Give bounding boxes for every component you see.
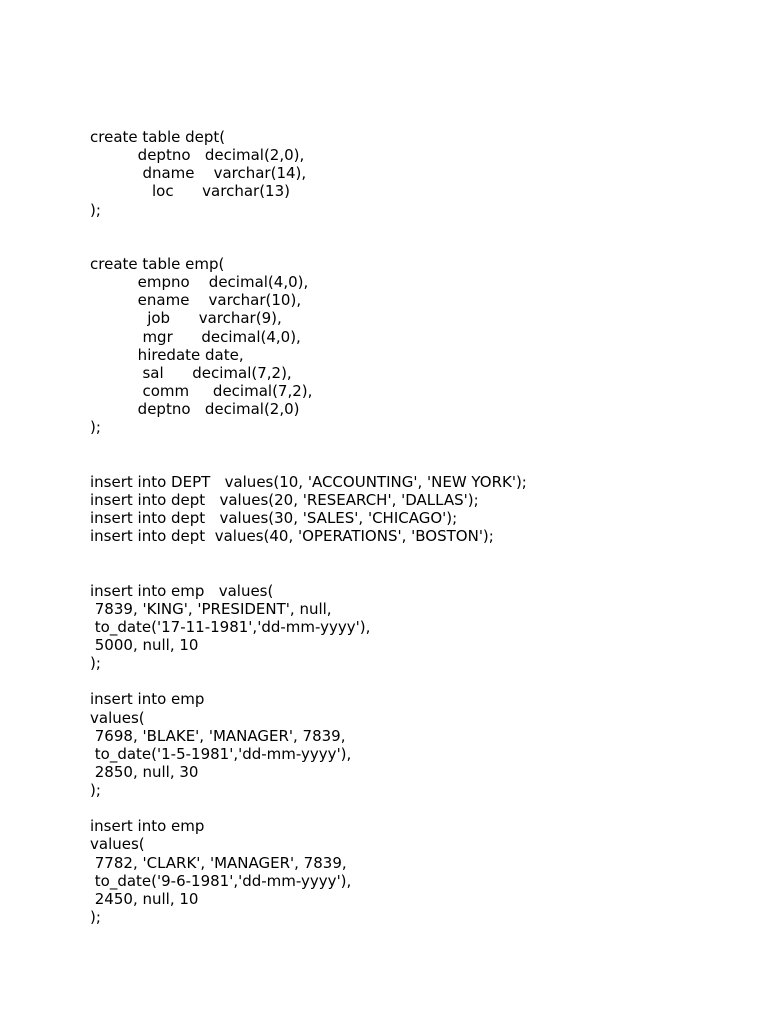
blank-line [90,436,750,454]
blank-line [90,545,750,563]
text-line: job varchar(9), [90,309,282,328]
text-line: hiredate date, [90,345,244,364]
text-line: dname varchar(14), [90,164,307,183]
blank-line [90,237,750,255]
text-line: to_date('1-5-1981','dd-mm-yyyy'), [90,744,352,763]
blank-line [90,672,750,690]
text-line: insert into dept values(40, 'OPERATIONS', 'BOSTON'); [90,527,494,546]
text-line: values( [90,835,145,854]
text-line: sal decimal(7,2), [90,363,292,382]
text-line: ); [90,200,101,219]
text-line: empno decimal(4,0), [90,273,309,292]
text-line: create table dept( [90,128,226,146]
text-line: comm decimal(7,2), [90,381,313,400]
text-line: to_date('9-6-1981','dd-mm-yyyy'), [90,871,352,890]
text-line: 7839, 'KING', 'PRESIDENT', null, [90,599,332,618]
text-line: insert into DEPT values(10, 'ACCOUNTING', 'NEW YORK'); [90,472,527,491]
text-line: deptno decimal(2,0), [90,146,305,165]
text-line: insert into emp [90,690,205,709]
text-line: ename varchar(10), [90,291,302,310]
text-line: 7782, 'CLARK', 'MANAGER', 7839, [90,853,347,872]
text-line: 5000, null, 10 [90,635,199,654]
blank-line [90,563,750,581]
text-line: to_date('17-11-1981','dd-mm-yyyy'), [90,617,371,636]
text-line: 2850, null, 30 [90,762,199,781]
text-line: insert into emp [90,817,205,836]
blank-line [90,219,750,237]
text-line: mgr decimal(4,0), [90,327,301,346]
text-line: 7698, 'BLAKE', 'MANAGER', 7839, [90,726,346,745]
text-line: insert into dept values(20, 'RESEARCH', 'DALLAS'); [90,490,479,509]
text-line: insert into dept values(30, 'SALES', 'CHICAGO'); [90,508,458,527]
text-line: ); [90,908,101,927]
blank-line [90,799,750,817]
text-line: ); [90,654,101,673]
text-line: 2450, null, 10 [90,889,199,908]
blank-line [90,455,750,473]
text-line: deptno decimal(2,0) [90,400,300,419]
text-line: ); [90,418,101,437]
sql-document [90,128,750,926]
text-line: insert into emp values( [90,581,274,600]
text-line: values( [90,708,145,727]
text-line: ); [90,781,101,800]
text-line: loc varchar(13) [90,182,290,201]
text-line: create table emp( [90,254,225,273]
